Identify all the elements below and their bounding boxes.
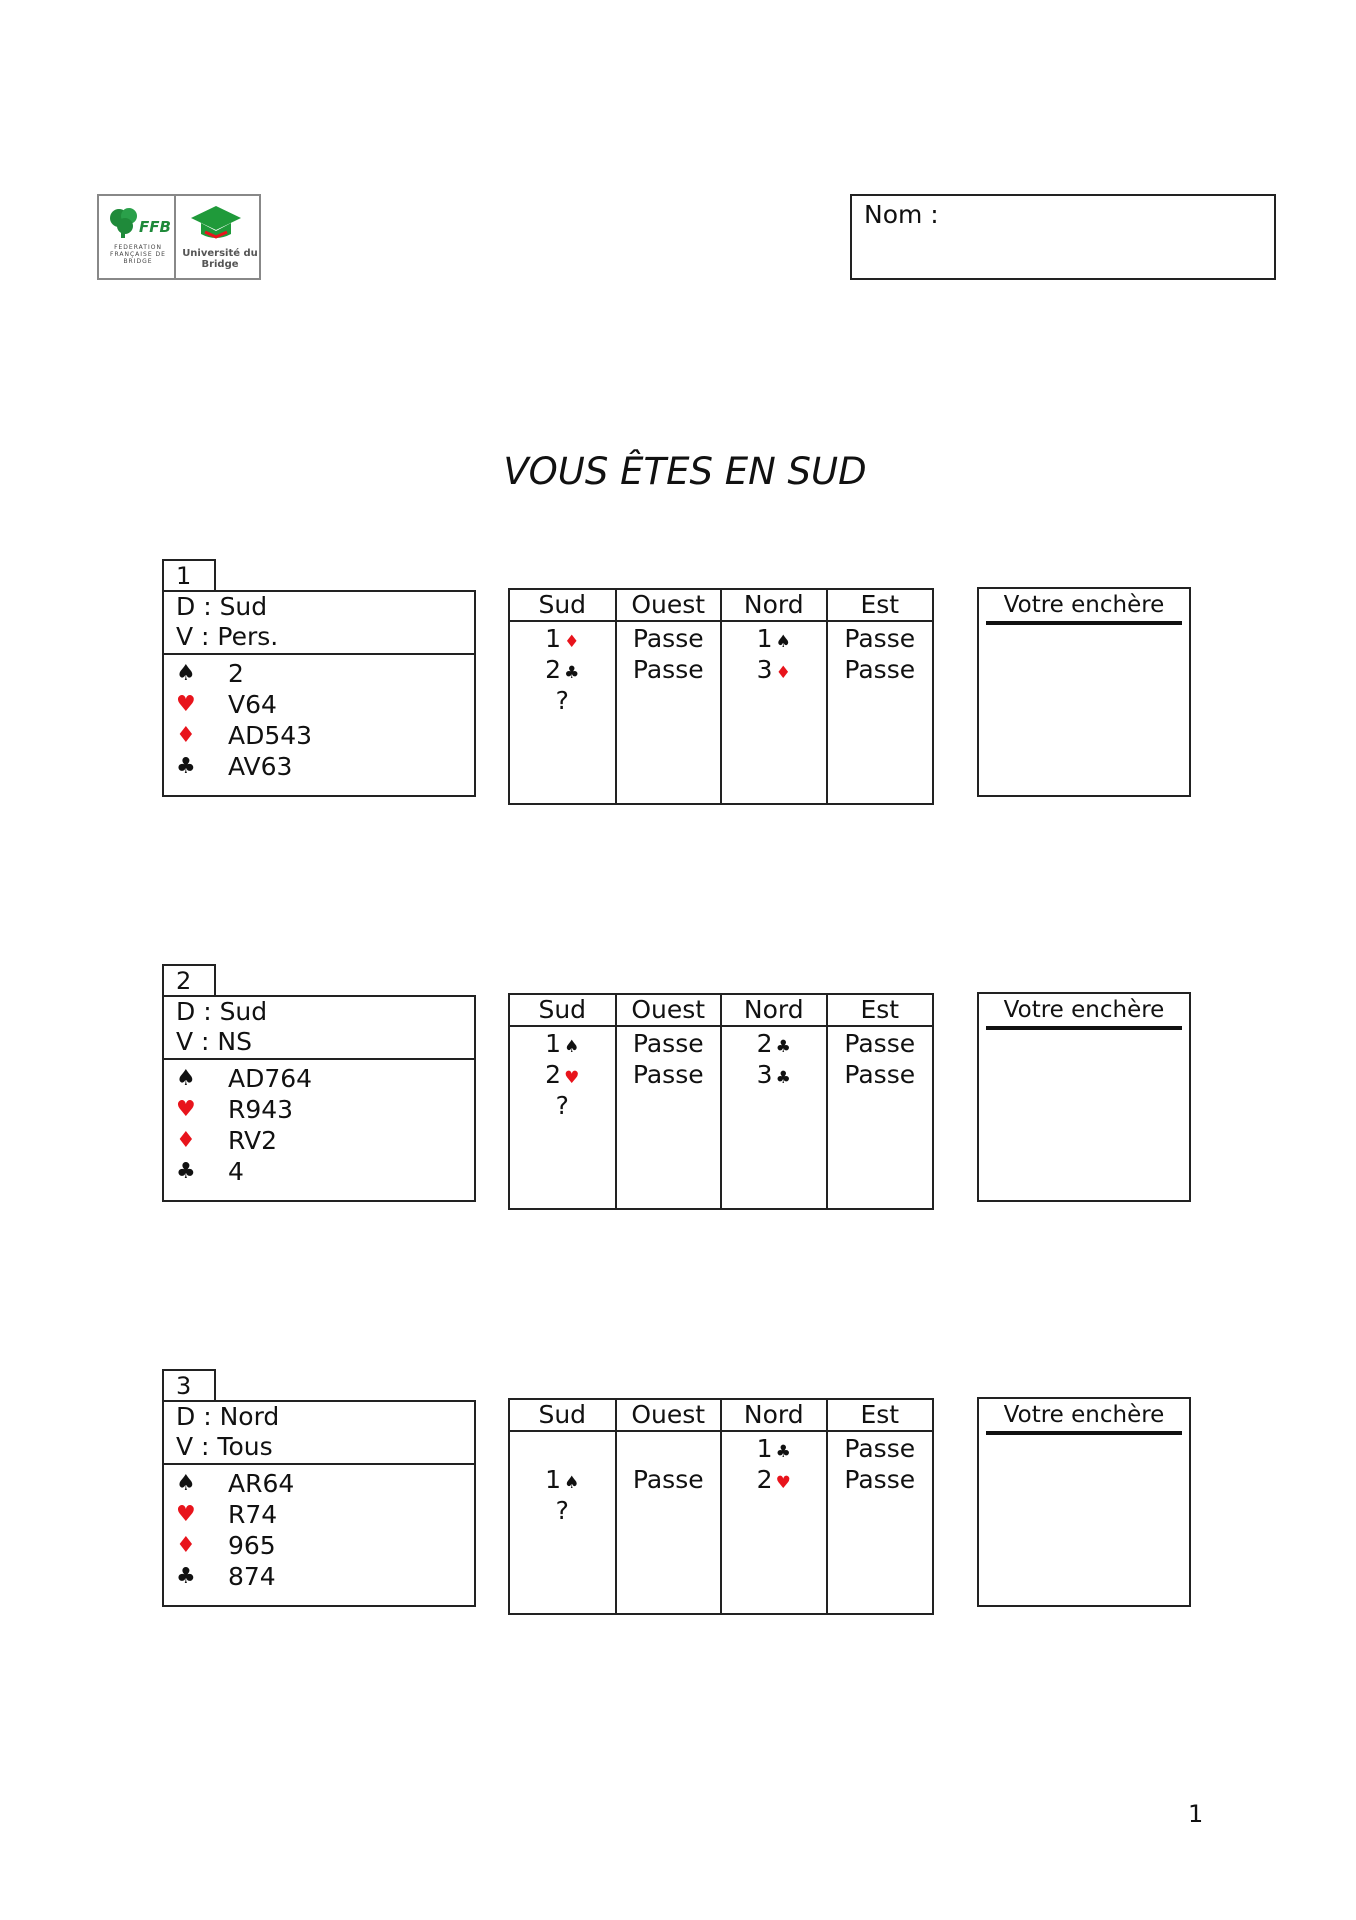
bidding-grid <box>510 1400 932 1613</box>
bid-value: ? <box>555 1496 569 1525</box>
bids-column-nord <box>721 1431 827 1613</box>
column-header-nord: Nord <box>721 995 827 1026</box>
bid-value: Passe <box>844 1060 916 1089</box>
bids-column-ouest <box>616 621 722 803</box>
spade-icon: ♠ <box>176 1066 196 1091</box>
bid-value: 3 <box>756 655 773 684</box>
page-number: 1 <box>1188 1800 1204 1828</box>
bid <box>511 1028 614 1059</box>
column-header-sud: Sud <box>510 995 616 1026</box>
bid <box>618 623 720 654</box>
suit-row-spades <box>164 1063 474 1094</box>
suit-row-clubs <box>164 751 474 782</box>
bid-value: 1 <box>545 1029 562 1058</box>
suit-row-hearts <box>164 1094 474 1125</box>
bidding-grid <box>510 590 932 803</box>
diamond-icon: ♦ <box>176 723 196 748</box>
club-icon: ♣ <box>176 754 196 779</box>
heart-icon: ♥ <box>176 1097 196 1122</box>
page-title: VOUS ÊTES EN SUD <box>503 450 867 493</box>
bid-value: 1 <box>545 624 562 653</box>
hand-suits <box>164 655 474 782</box>
bid <box>723 1464 825 1495</box>
spades-holding: 2 <box>228 659 244 688</box>
clubs-holding: 4 <box>228 1157 244 1186</box>
column-header-est: Est <box>827 590 933 621</box>
bid-suit-icon: ♣ <box>775 1442 791 1462</box>
bid <box>618 1464 720 1495</box>
hand-suits <box>164 1060 474 1187</box>
column-header-ouest: Ouest <box>616 995 722 1026</box>
column-header-nord: Nord <box>721 590 827 621</box>
bid <box>618 1028 720 1059</box>
bid-value: Passe <box>632 1465 704 1494</box>
bid-value: 1 <box>756 624 773 653</box>
answer-box[interactable] <box>977 587 1191 797</box>
bid-value: Passe <box>844 624 916 653</box>
suit-row-diamonds <box>164 1530 474 1561</box>
club-icon: ♣ <box>176 1159 196 1184</box>
bid <box>511 1090 614 1121</box>
dealer-label: D : Sud <box>176 997 268 1026</box>
universite-logo-text: Université du Bridge <box>182 248 258 270</box>
dealer-label: D : Nord <box>176 1402 280 1431</box>
bid-value: Passe <box>844 1029 916 1058</box>
clubs-holding: AV63 <box>228 752 293 781</box>
suit-row-diamonds <box>164 1125 474 1156</box>
column-header-ouest: Ouest <box>616 1400 722 1431</box>
spades-holding: AR64 <box>228 1469 295 1498</box>
hand-card <box>162 590 476 797</box>
heart-icon: ♥ <box>176 692 196 717</box>
bid <box>618 1059 720 1090</box>
ffb-logo-subtitle: FEDERATION FRANÇAISE DE BRIDGE <box>110 244 166 265</box>
bid <box>511 654 614 685</box>
column-header-sud: Sud <box>510 590 616 621</box>
column-header-est: Est <box>827 1400 933 1431</box>
bid <box>829 1464 932 1495</box>
auction-table <box>508 993 934 1210</box>
diamond-icon: ♦ <box>176 1533 196 1558</box>
suit-row-clubs <box>164 1561 474 1592</box>
bid <box>829 654 932 685</box>
bid-value: Passe <box>844 1434 916 1463</box>
bid-suit-icon: ♦ <box>564 632 580 652</box>
bid-suit-icon: ♥ <box>775 1473 791 1493</box>
hand-suits <box>164 1465 474 1592</box>
diamonds-holding: AD543 <box>228 721 313 750</box>
column-header-sud: Sud <box>510 1400 616 1431</box>
heart-icon: ♥ <box>176 1502 196 1527</box>
column-header-ouest: Ouest <box>616 590 722 621</box>
bids-column-est <box>827 1431 933 1613</box>
bids-column-est <box>827 1026 933 1208</box>
bid-suit-icon: ♥ <box>564 1068 580 1088</box>
bids-column-sud <box>510 1431 616 1613</box>
logo-divider <box>174 196 176 278</box>
bid-suit-icon: ♣ <box>775 1037 791 1057</box>
bid-value: 2 <box>545 655 562 684</box>
bid <box>829 1433 932 1464</box>
bid <box>723 1028 825 1059</box>
dealer-vulnerability <box>164 592 474 655</box>
bid-value: 2 <box>756 1029 773 1058</box>
dealer-vulnerability <box>164 1402 474 1465</box>
ffb-logo <box>97 194 261 280</box>
hearts-holding: R943 <box>228 1095 294 1124</box>
auction-table <box>508 588 934 805</box>
bid <box>723 654 825 685</box>
vulnerability-label: V : Pers. <box>176 622 279 651</box>
bid <box>511 685 614 716</box>
bid <box>511 623 614 654</box>
bid-value: 1 <box>756 1434 773 1463</box>
bid-suit-icon: ♣ <box>564 663 580 683</box>
name-label: Nom : <box>864 200 939 229</box>
suit-row-hearts <box>164 1499 474 1530</box>
hearts-holding: V64 <box>228 690 277 719</box>
bid <box>723 1433 825 1464</box>
hand-card <box>162 1400 476 1607</box>
dealer-label: D : Sud <box>176 592 268 621</box>
bid <box>829 1028 932 1059</box>
hearts-holding: R74 <box>228 1500 278 1529</box>
bid <box>511 1433 614 1464</box>
bid-value: ? <box>555 686 569 715</box>
bid-suit-icon: ♦ <box>775 663 791 683</box>
bid-suit-icon: ♠ <box>564 1037 580 1057</box>
suit-row-clubs <box>164 1156 474 1187</box>
bid-value: Passe <box>632 1029 704 1058</box>
diamond-icon: ♦ <box>176 1128 196 1153</box>
suit-row-spades <box>164 658 474 689</box>
bid <box>511 1059 614 1090</box>
clubs-holding: 874 <box>228 1562 276 1591</box>
bids-column-nord <box>721 621 827 803</box>
answer-box[interactable] <box>977 992 1191 1202</box>
column-header-est: Est <box>827 995 933 1026</box>
bids-column-sud <box>510 1026 616 1208</box>
name-field[interactable] <box>850 194 1276 280</box>
vulnerability-label: V : NS <box>176 1027 252 1056</box>
bid <box>511 1464 614 1495</box>
bid-value: 1 <box>545 1465 562 1494</box>
bid-value: Passe <box>632 1060 704 1089</box>
hand-card <box>162 995 476 1202</box>
suit-row-spades <box>164 1468 474 1499</box>
bid-suit-icon: ♠ <box>775 632 791 652</box>
bid-suit-icon: ♠ <box>564 1473 580 1493</box>
bid <box>618 1433 720 1464</box>
auction-table <box>508 1398 934 1615</box>
spades-holding: AD764 <box>228 1064 313 1093</box>
bids-column-ouest <box>616 1026 722 1208</box>
bids-column-est <box>827 621 933 803</box>
diamonds-holding: 965 <box>228 1531 276 1560</box>
suit-row-diamonds <box>164 720 474 751</box>
spade-icon: ♠ <box>176 1471 196 1496</box>
answer-box[interactable] <box>977 1397 1191 1607</box>
diamonds-holding: RV2 <box>228 1126 278 1155</box>
bid-suit-icon: ♣ <box>775 1068 791 1088</box>
graduation-cap-icon <box>189 204 243 244</box>
board-number: 1 <box>162 559 216 591</box>
bidding-grid <box>510 995 932 1208</box>
bid-value: 3 <box>756 1060 773 1089</box>
bids-column-ouest <box>616 1431 722 1613</box>
bid-value: Passe <box>632 624 704 653</box>
answer-label: Votre enchère <box>986 1401 1182 1435</box>
bid-value: 2 <box>756 1465 773 1494</box>
spade-icon: ♠ <box>176 661 196 686</box>
bid-value: ? <box>555 1091 569 1120</box>
bid-value: Passe <box>844 655 916 684</box>
bid <box>618 654 720 685</box>
bid-value: 2 <box>545 1060 562 1089</box>
bid <box>829 623 932 654</box>
bid-value: Passe <box>844 1465 916 1494</box>
bid-value: Passe <box>632 655 704 684</box>
bids-column-nord <box>721 1026 827 1208</box>
bid <box>829 1059 932 1090</box>
vulnerability-label: V : Tous <box>176 1432 273 1461</box>
suit-row-hearts <box>164 689 474 720</box>
tree-icon <box>107 206 143 240</box>
board-number: 3 <box>162 1369 216 1401</box>
answer-label: Votre enchère <box>986 591 1182 625</box>
bid <box>723 623 825 654</box>
answer-label: Votre enchère <box>986 996 1182 1030</box>
ffb-logo-text: FFB <box>139 218 171 236</box>
dealer-vulnerability <box>164 997 474 1060</box>
bid <box>511 1495 614 1526</box>
club-icon: ♣ <box>176 1564 196 1589</box>
bid <box>723 1059 825 1090</box>
board-number: 2 <box>162 964 216 996</box>
bids-column-sud <box>510 621 616 803</box>
column-header-nord: Nord <box>721 1400 827 1431</box>
